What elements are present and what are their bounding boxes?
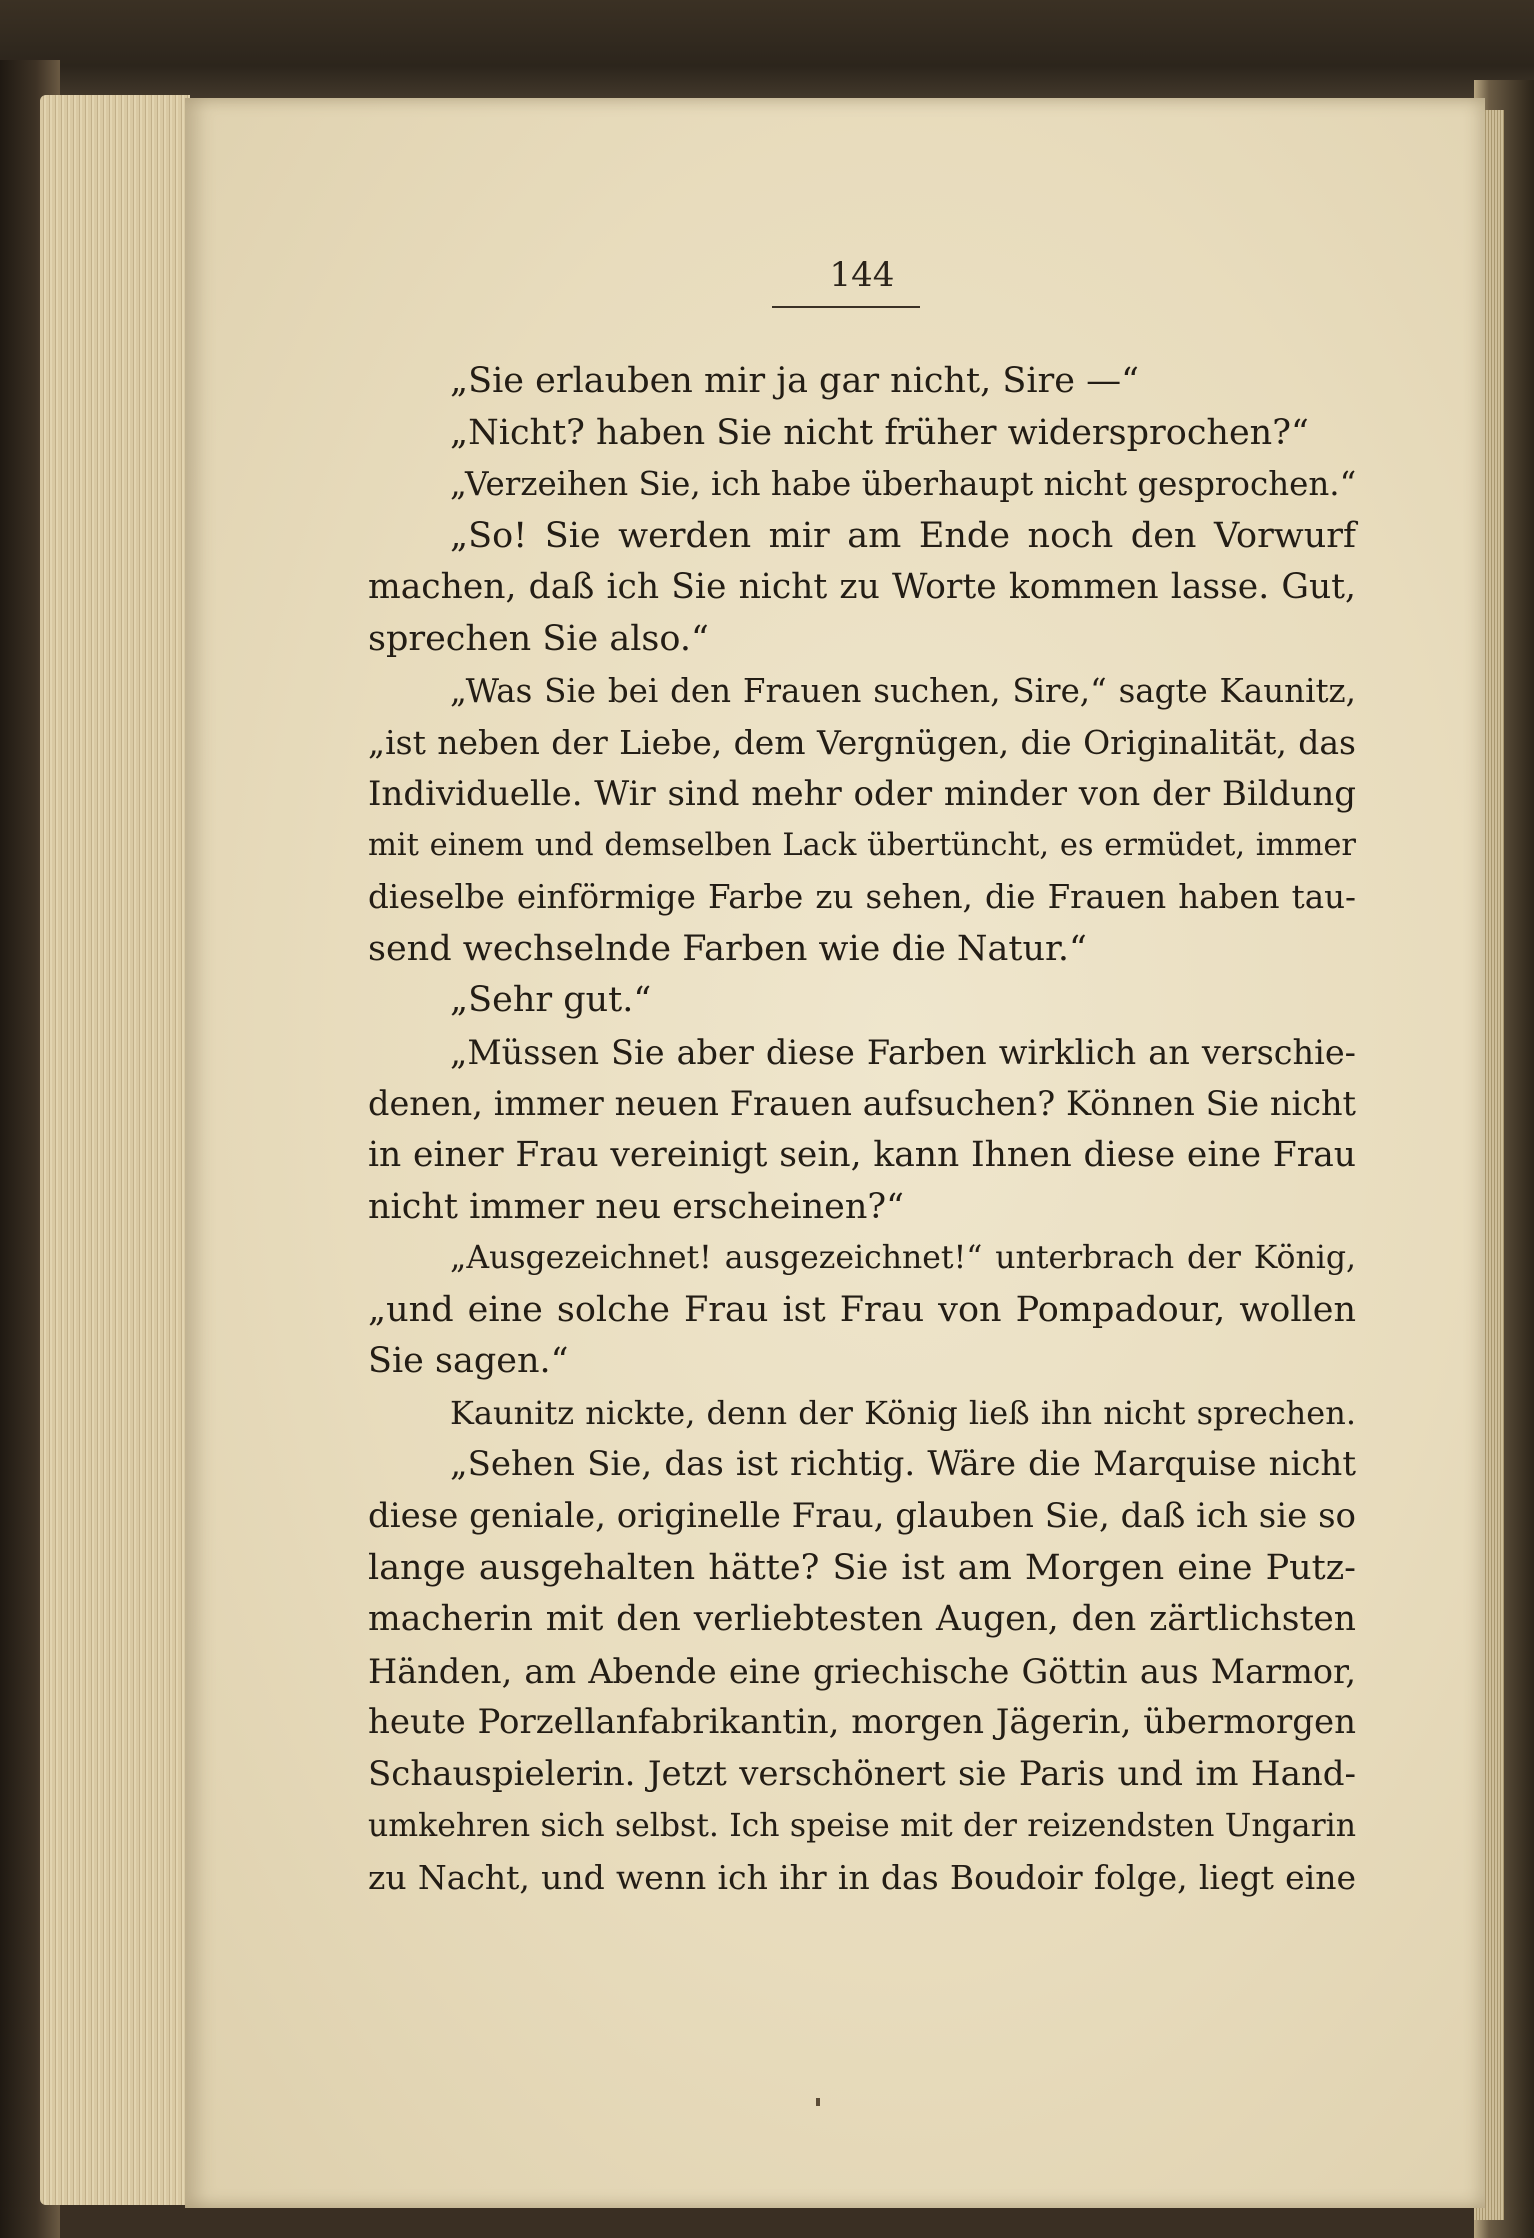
text-line: „Nicht? haben Sie nicht früher widersprochen?“ — [450, 412, 1309, 453]
book-cover-top — [0, 0, 1534, 110]
text-line: „Sehen Sie, das ist richtig. Wäre die Marquise nicht — [450, 1444, 1356, 1485]
text-line: „Sie erlauben mir ja gar nicht, Sire —“ — [450, 361, 1140, 401]
text-line: dieselbe einförmige Farbe zu sehen, die Frauen haben tau- — [368, 877, 1356, 916]
text-line: „ist neben der Liebe, dem Vergnügen, die Originalität, das — [368, 723, 1356, 763]
text-line: diese geniale, originelle Frau, glauben Sie, daß ich sie so — [368, 1496, 1356, 1537]
header-rule — [772, 306, 920, 308]
body-text — [368, 356, 1356, 1904]
text-line: „So! Sie werden mir am Ende noch den Vorwurf — [450, 515, 1356, 556]
text-line: Schauspielerin. Jetzt verschönert sie Paris und im Hand- — [368, 1754, 1356, 1795]
text-line: nicht immer neu erscheinen?“ — [368, 1186, 905, 1227]
text-line: Händen, am Abende eine griechische Göttin aus Marmor, — [368, 1651, 1356, 1691]
text-line: Sie sagen.“ — [368, 1341, 569, 1382]
ink-speck — [816, 2098, 820, 2106]
page-edges-left — [40, 95, 190, 2205]
text-line: zu Nacht, und wenn ich ihr in das Boudoir folge, liegt eine — [368, 1858, 1356, 1898]
text-line: „und eine solche Frau ist Frau von Pompadour, wollen — [368, 1289, 1356, 1330]
text-line: umkehren sich selbst. Ich speise mit der reizendsten Ungarin — [368, 1807, 1356, 1844]
text-line: mit einem und demselben Lack übertüncht, es ermüdet, immer — [368, 828, 1356, 864]
page-number: 144 — [829, 255, 895, 295]
text-line: send wechselnde Farben wie die Natur.“ — [368, 928, 1087, 969]
text-line: in einer Frau vereinigt sein, kann Ihnen diese eine Frau — [368, 1134, 1356, 1175]
text-line: Individuelle. Wir sind mehr oder minder von der Bildung — [368, 773, 1356, 814]
text-line: sprechen Sie also.“ — [368, 618, 709, 659]
text-line: „Sehr gut.“ — [450, 980, 652, 1021]
text-line: „Was Sie bei den Frauen suchen, Sire,“ sagte Kaunitz, — [450, 671, 1356, 710]
text-line: heute Porzellanfabrikantin, morgen Jägerin, übermorgen — [368, 1702, 1356, 1743]
text-line: „Verzeihen Sie, ich habe überhaupt nicht gesprochen.“ — [450, 465, 1357, 504]
text-line: machen, daß ich Sie nicht zu Worte kommen lasse. Gut, — [368, 567, 1356, 608]
text-line: macherin mit den verliebtesten Augen, den zärtlichsten — [368, 1599, 1356, 1640]
text-line: „Ausgezeichnet! ausgezeichnet!“ unterbrach der König, — [450, 1240, 1356, 1277]
text-line: Kaunitz nickte, denn der König ließ ihn nicht sprechen. — [450, 1393, 1356, 1432]
text-line: „Müssen Sie aber diese Farben wirklich an verschie- — [450, 1032, 1356, 1072]
text-line: denen, immer neuen Frauen aufsuchen? Können Sie nicht — [368, 1084, 1356, 1124]
text-line: lange ausgehalten hätte? Sie ist am Morgen eine Putz- — [368, 1547, 1356, 1588]
